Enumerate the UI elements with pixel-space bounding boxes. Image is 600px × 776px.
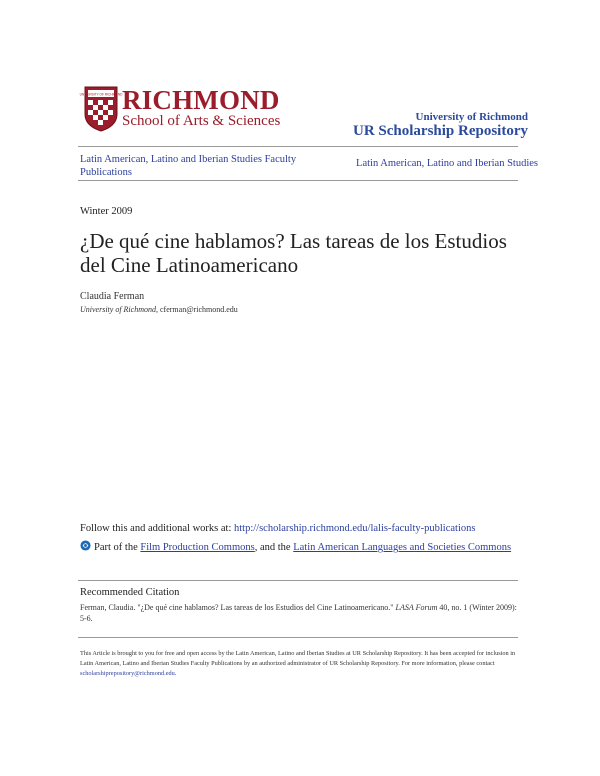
- divider-citation: [78, 580, 518, 581]
- citation-journal: LASA Forum: [395, 603, 438, 612]
- author-name: Claudia Ferman: [80, 291, 145, 302]
- access-statement-end: .: [174, 670, 177, 677]
- citation-text-before: Ferman, Claudia. "¿De qué cine hablamos? Las tareas de los Estudios del Cine Latinoamericano.": [80, 603, 396, 612]
- citation-text-after: 40, no. 1 (Winter 2009): 5-6.: [80, 603, 517, 623]
- author-affiliation: [80, 305, 238, 314]
- publication-date: Winter 2009: [80, 206, 133, 217]
- citation-text: [80, 602, 520, 624]
- affiliation-name: University of Richmond: [80, 305, 156, 314]
- richmond-logo[interactable]: [79, 85, 281, 134]
- university-name[interactable]: University of Richmond: [415, 111, 528, 123]
- logo-name: RICHMOND: [122, 85, 280, 115]
- repository-name[interactable]: UR Scholarship Repository: [352, 123, 528, 139]
- shield-text: UNIVERSITY OF RICHMOND: [79, 92, 123, 97]
- part-of-line: [80, 540, 520, 555]
- follow-line: [80, 523, 475, 534]
- recommended-citation-heading: Recommended Citation: [80, 587, 180, 598]
- latin-american-languages-commons-link[interactable]: Latin American Languages and Societies Commons: [293, 542, 512, 553]
- film-production-commons-link[interactable]: Film Production Commons: [140, 542, 255, 553]
- article-title: ¿De qué cine hablamos? Las tareas de los Estudios del Cine Latinoamericano: [80, 229, 507, 277]
- collection-link-faculty-publications[interactable]: Latin American, Latino and Iberian Studies Faculty Publications: [80, 154, 297, 178]
- bepress-commons-icon: [80, 540, 91, 551]
- follow-url-link[interactable]: http://scholarship.richmond.edu/lalis-faculty-publications: [234, 523, 476, 534]
- access-statement: [80, 649, 520, 679]
- divider-footer: [78, 637, 518, 638]
- divider-collections: [78, 180, 518, 181]
- shield-icon: [79, 86, 123, 132]
- contact-email-link[interactable]: scholarshiprepository@richmond.edu: [80, 670, 175, 677]
- follow-label: Follow this and additional works at:: [80, 523, 234, 534]
- divider-top: [78, 146, 518, 147]
- part-of-prefix: Part of the: [94, 542, 141, 553]
- logo-school: School of Arts & Sciences: [122, 113, 281, 129]
- collection-link-department[interactable]: Latin American, Latino and Iberian Studies: [356, 158, 538, 169]
- part-of-middle: , and the: [254, 542, 294, 553]
- access-statement-text: This Article is brought to you for free and open access by the Latin American, Latino and Iberian Studies at UR Scholarship Repository. It has been accepted for inclusion in Latin American, Latino and Iberian Studies Faculty Publications by an authorized administrator of UR Scholarship Repository. For more information, please contact: [80, 650, 516, 667]
- author-email: , cferman@richmond.edu: [155, 305, 238, 314]
